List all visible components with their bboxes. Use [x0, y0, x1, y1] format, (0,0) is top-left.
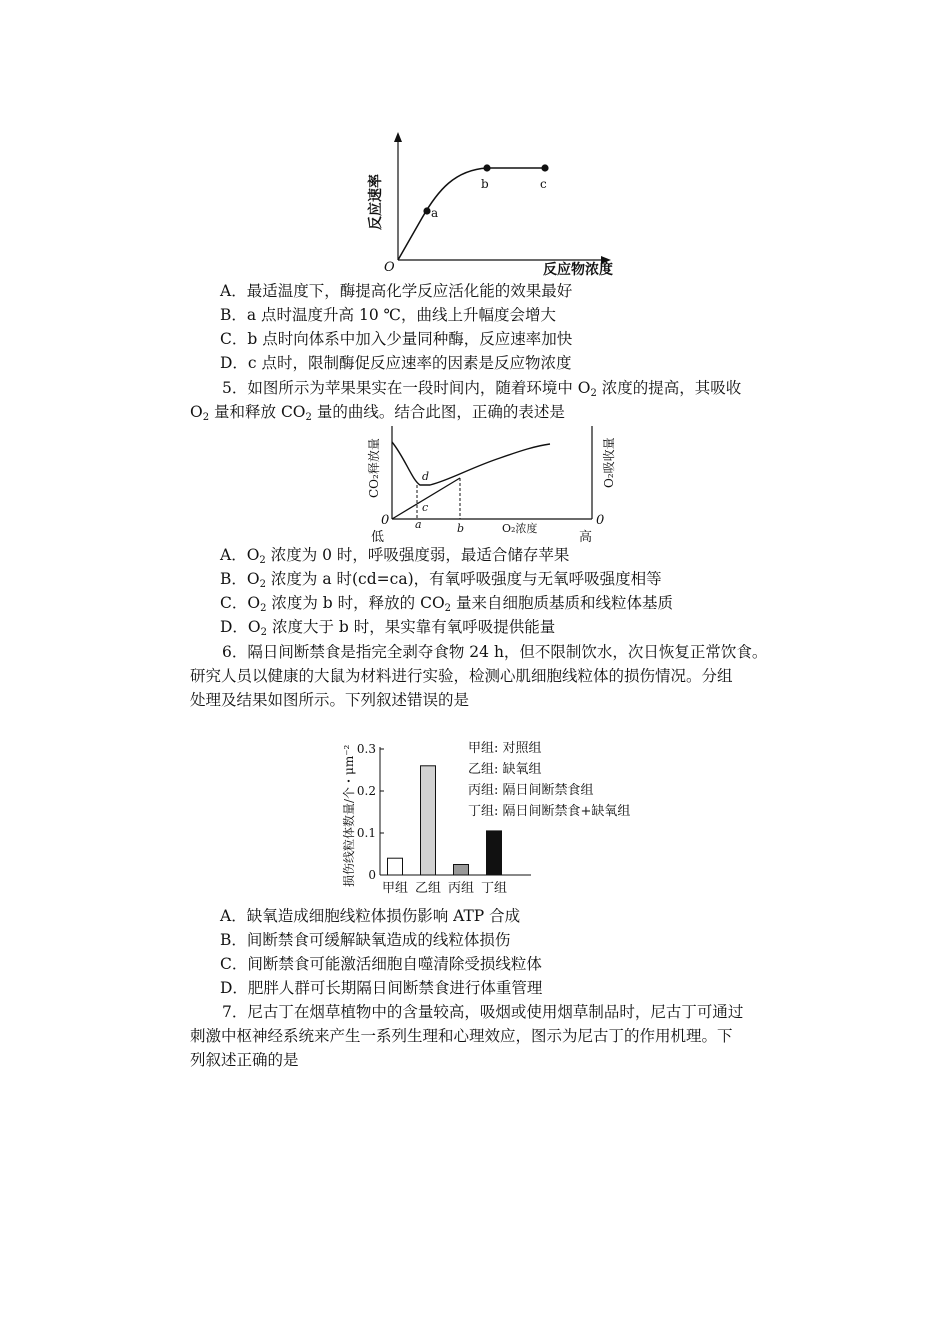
origin-left: 0 [381, 513, 390, 528]
q6-option-a: A．缺氧造成细胞线粒体损伤影响 ATP 合成 [220, 907, 521, 925]
label-a: a [431, 206, 439, 220]
y-tick-label: 0.1 [356, 826, 376, 840]
q4-option-b: B．a 点时温度升高 10 ℃，曲线上升幅度会增大 [220, 306, 556, 324]
q6-option-c: C．间断禁食可能激活细胞自噬清除受损线粒体 [220, 955, 542, 973]
label-a2: a [415, 518, 422, 531]
q6-option-d: D．肥胖人群可长期隔日间断禁食进行体重管理 [220, 979, 543, 997]
bar-3 [454, 865, 469, 876]
label-d: d [422, 470, 430, 483]
q5-option-c: C．$O_2$ 浓度为 b 时，释放的 $CO_2$ 量来自细胞质基质和线粒体基质 [220, 594, 673, 614]
legend-entry: 丁组: 隔日间断禁食+缺氧组 [468, 804, 631, 819]
label-c: c [540, 177, 547, 191]
chart-ylabel: 损伤线粒体数量/个・μm⁻² [342, 744, 356, 887]
q4-option-c: C．b 点时向体系中加入少量同种酶，反应速率加快 [220, 330, 573, 348]
legend-entry: 乙组: 缺氧组 [468, 762, 542, 777]
point-a [423, 207, 430, 214]
point-b [483, 164, 490, 171]
x-category-label: 丙组 [447, 881, 475, 896]
bar-chart [335, 715, 665, 900]
y-tick-label: 0 [368, 868, 376, 882]
q6-option-b: B．间断禁食可缓解缺氧造成的线粒体损伤 [220, 931, 511, 949]
q6-stem-line3: 处理及结果如图所示。下列叙述错误的是 [190, 691, 470, 709]
q4-option-d: D．c 点时，限制酶促反应速率的因素是反应物浓度 [220, 354, 572, 372]
x-category-label: 丁组 [480, 881, 508, 896]
label-high: 高 [579, 530, 593, 545]
x-category-label: 甲组 [381, 881, 409, 896]
y-tick-label: 0.2 [356, 784, 376, 798]
point-c [541, 164, 548, 171]
q6-stem-line1: 6．隔日间断禁食是指完全剥夺食物 24 h，但不限制饮水，次日恢复正常饮食。 [222, 643, 768, 661]
fig2-left-ylabel: CO₂释放量 [367, 438, 381, 498]
bar-2 [421, 766, 436, 875]
legend-entry: 丙组: 隔日间断禁食组 [468, 783, 594, 798]
figure-reaction-rate [360, 130, 630, 280]
q5-stem-line1: 5．如图所示为苹果果实在一段时间内，随着环境中 $O_2$ 浓度的提高，其吸收 [222, 379, 742, 399]
origin-right: 0 [596, 513, 605, 528]
label-b2: b [457, 522, 465, 535]
x-category-label: 乙组 [414, 881, 442, 896]
q5-option-d: D．$O_2$ 浓度大于 b 时，果实靠有氧呼吸提供能量 [220, 618, 556, 638]
origin-label: O [384, 260, 395, 275]
fig2-right-ylabel: O₂吸收量 [602, 437, 616, 488]
q7-stem-line1: 7．尼古丁在烟草植物中的含量较高，吸烟或使用烟草制品时，尼古丁可通过 [222, 1003, 744, 1021]
bar-4 [487, 831, 502, 875]
label-low: 低 [371, 530, 385, 545]
q5-option-b: B．$O_2$ 浓度为 a 时(cd=ca)，有氧呼吸强度与无氧呼吸强度相等 [220, 570, 662, 590]
legend-entry: 甲组: 对照组 [468, 741, 542, 756]
q7-stem-line2: 刺激中枢神经系统来产生一系列生理和心理效应，图示为尼古丁的作用机理。下 [190, 1027, 733, 1045]
bar-1 [388, 858, 403, 875]
q7-stem-line3: 列叙述正确的是 [190, 1051, 299, 1069]
label-c2: c [422, 501, 429, 514]
fig1-ylabel: 反应速率 [368, 174, 384, 230]
label-b: b [481, 177, 489, 191]
q5-stem-line2: $O_2$ 量和释放 $CO_2$ 量的曲线。结合此图，正确的表述是 [190, 403, 565, 423]
q4-option-a: A．最适温度下，酶提高化学反应活化能的效果最好 [220, 282, 573, 300]
figure-o2-curves [360, 420, 620, 545]
y-tick-label: 0.3 [356, 742, 376, 756]
q5-option-a: A．$O_2$ 浓度为 0 时，呼吸强度弱，最适合储存苹果 [220, 546, 570, 566]
fig1-xlabel: 反应物浓度 [543, 262, 613, 278]
q6-stem-line2: 研究人员以健康的大鼠为材料进行实验，检测心肌细胞线粒体的损伤情况。分组 [190, 667, 733, 685]
fig2-xlabel: O₂浓度 [502, 522, 538, 535]
